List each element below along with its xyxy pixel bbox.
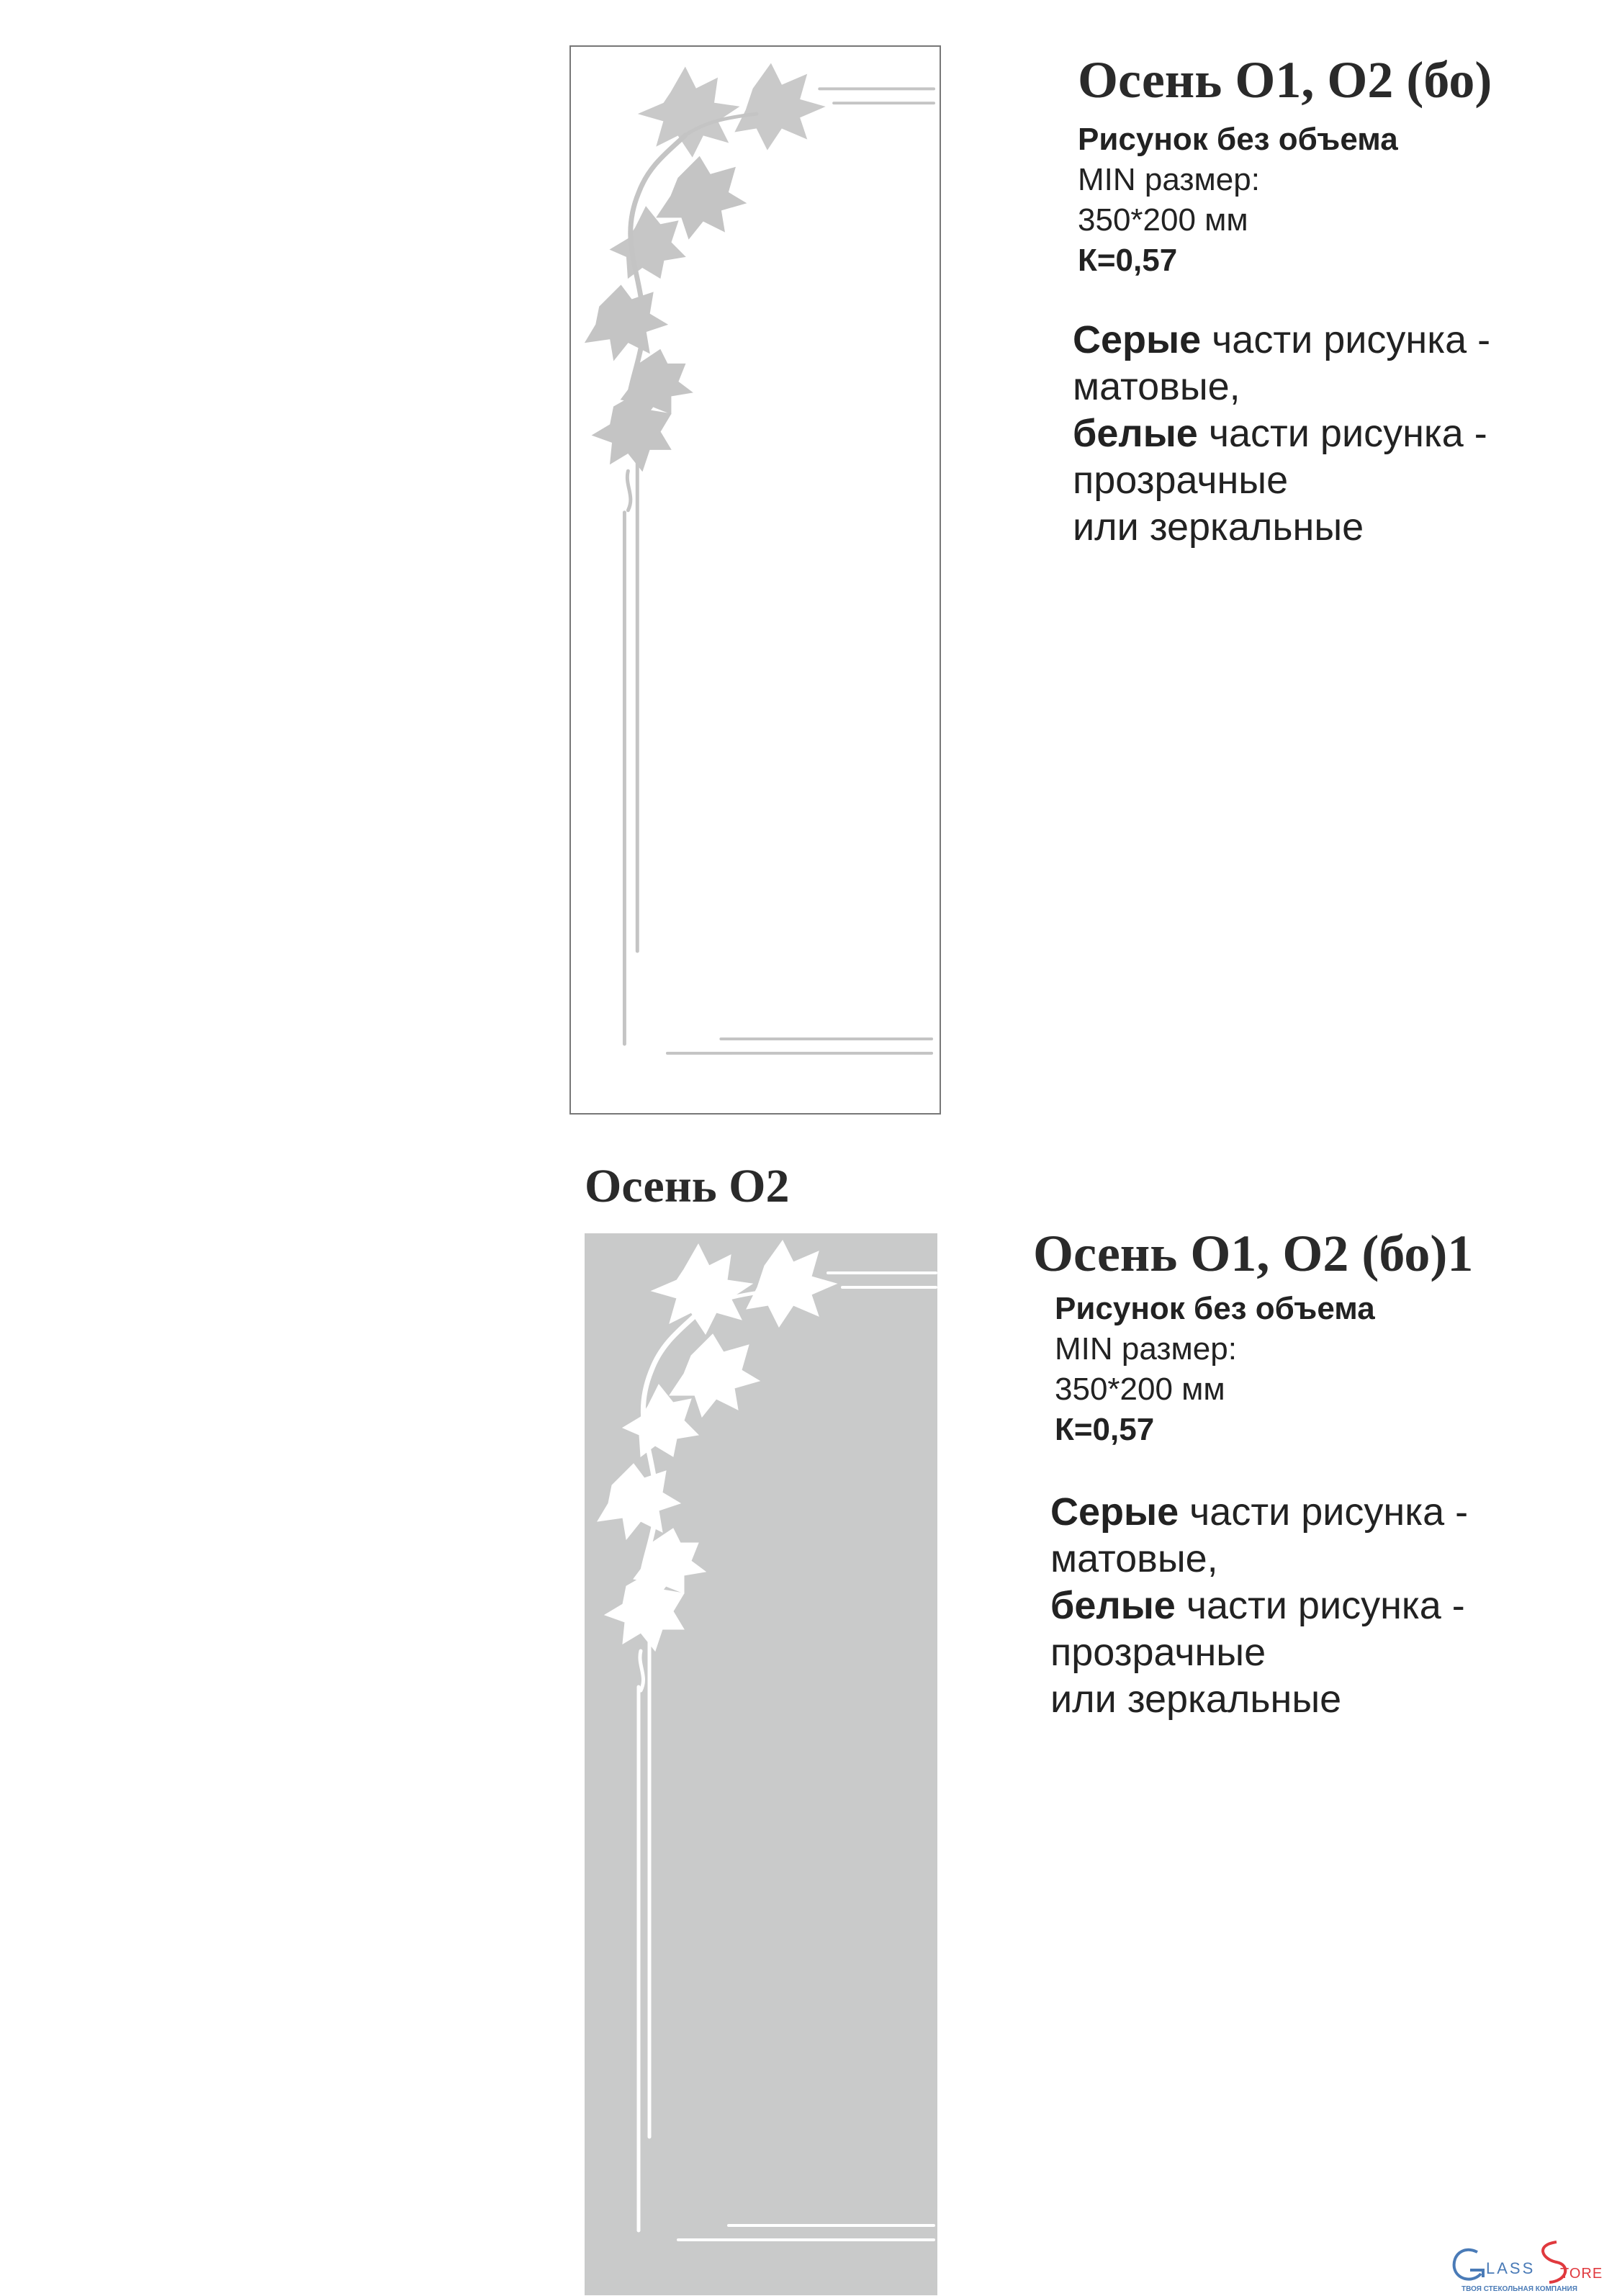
spec-min-size-value: 350*200 мм: [1078, 202, 1248, 238]
glass-store-logo: [1449, 2238, 1611, 2294]
svg-text:LASS: LASS: [1486, 2259, 1536, 2277]
legend-white-rest: части рисунка -: [1197, 412, 1487, 455]
spec-volume: Рисунок без объема: [1078, 122, 1398, 157]
svg-text:TORE: TORE: [1560, 2266, 1603, 2282]
legend-white-word: белые: [1050, 1584, 1176, 1627]
spec-min-size-value: 350*200 мм: [1055, 1372, 1225, 1407]
autumn-ornament-clear: [585, 1233, 937, 2295]
design-panel-white: [569, 45, 941, 1115]
product-specs: [1078, 120, 1398, 281]
legend-gray-line2: матовые,: [1050, 1537, 1218, 1580]
spec-min-size-label: MIN размер:: [1078, 162, 1260, 197]
spec-volume: Рисунок без объема: [1055, 1291, 1375, 1326]
product-title: Осень О1, О2 (бо): [1078, 51, 1492, 109]
legend-gray-rest: части рисунка -: [1179, 1490, 1469, 1534]
product-specs-variant: [1055, 1289, 1375, 1450]
spec-coefficient: К=0,57: [1078, 243, 1178, 278]
legend-white-line2: прозрачные: [1050, 1631, 1266, 1674]
legend-gray-word: Серые: [1073, 318, 1202, 361]
legend-gray-word: Серые: [1050, 1490, 1179, 1534]
legend-gray-rest: части рисунка -: [1201, 318, 1491, 361]
pattern-legend-variant: [1050, 1489, 1468, 1723]
spec-coefficient: К=0,57: [1055, 1412, 1155, 1447]
spec-min-size-label: MIN размер:: [1055, 1331, 1237, 1367]
legend-white-rest: части рисунка -: [1175, 1584, 1465, 1627]
legend-white-line3: или зеркальные: [1050, 1678, 1342, 1721]
svg-text:ТВОЯ СТЕКОЛЬНАЯ КОМПАНИЯ: ТВОЯ СТЕКОЛЬНАЯ КОМПАНИЯ: [1461, 2285, 1577, 2293]
legend-gray-line2: матовые,: [1073, 365, 1240, 408]
design-panel-matte: [585, 1233, 937, 2295]
product-title-variant: Осень О1, О2 (бо)1: [1033, 1225, 1474, 1282]
legend-white-line2: прозрачные: [1073, 459, 1289, 502]
legend-white-word: белые: [1073, 412, 1198, 455]
legend-white-line3: или зеркальные: [1073, 505, 1364, 549]
variant-caption: Осень О2: [585, 1160, 790, 1212]
autumn-ornament-matte: [571, 47, 940, 1113]
pattern-legend: [1073, 317, 1490, 551]
